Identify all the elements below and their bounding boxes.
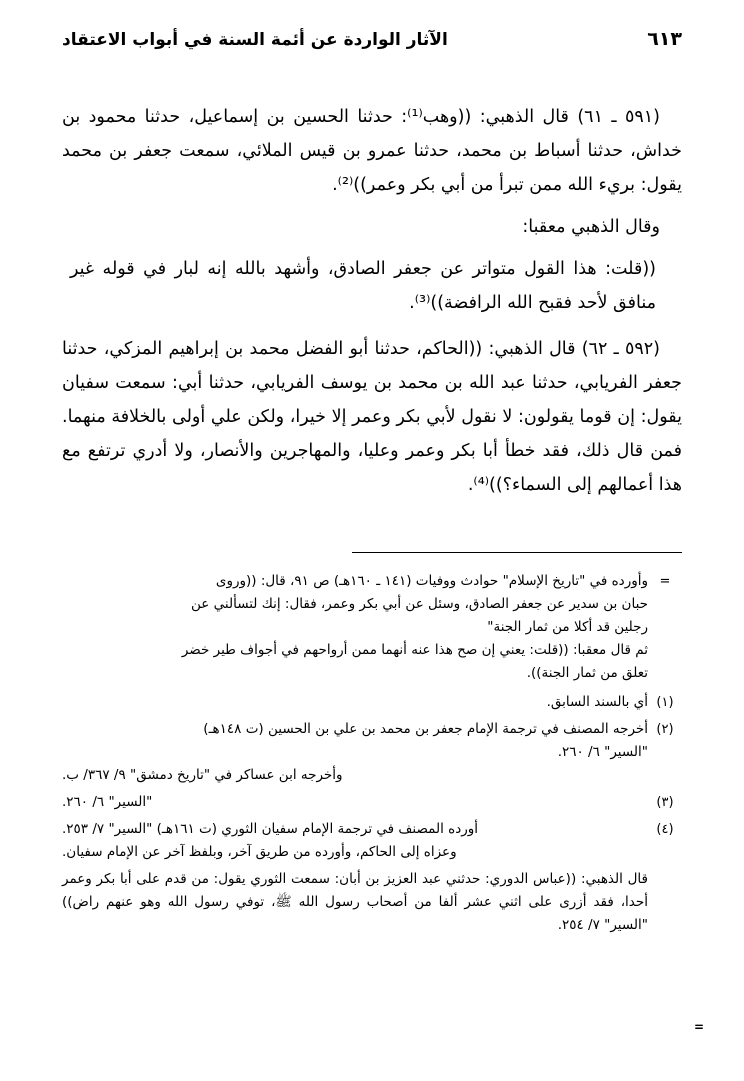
footnote-line: "السير" ٦/ ٢٦٠.	[557, 744, 648, 760]
footnote-item-3	[62, 791, 682, 814]
footnote-line: قال الذهبي: ((عباس الدوري: حدثني عبد العزيز بن أبان: سمعت الثوري يقول: من قدم	[164, 871, 648, 887]
footnote-text	[62, 718, 648, 787]
footnote-marker: (٤)	[656, 822, 674, 837]
page-body	[62, 100, 682, 504]
footnote-continuation	[62, 570, 682, 685]
book-title: الآثار الواردة عن أئمة السنة في أبواب الاعتقاد	[62, 30, 448, 50]
footnote-line: "السير" ٦/ ٢٦٠.	[62, 794, 153, 810]
footnote-marker: =	[659, 574, 671, 589]
footnote-line: تعلق من ثمار الجنة)).	[526, 665, 648, 681]
footnote-trailing-block	[62, 868, 648, 937]
footnote-text	[62, 570, 648, 685]
footnote-text	[62, 818, 648, 864]
footnote-marker: (١)	[656, 695, 674, 710]
footnote-item-1	[62, 691, 682, 714]
footnote-line: وعزاه إلى الحاكم، وأورده من طريق آخر، وبلفظ آخر عن الإمام سفيان.	[62, 844, 457, 860]
paragraph-hadith-591: (٥٩١ ـ ٦١) قال الذهبي: ((وهب⁽¹⁾: حدثنا الحسين بن إسماعيل، حدثنا محمود بن خداش، حدثنا أسباط بن محمد، حدثنا عمرو بن قيس الملائي، سمعت جعفر بن محمد يقول: بريء الله ممن تبرأ من أبي بكر وعمر))⁽²⁾.	[62, 107, 682, 195]
footnote-item-4	[62, 818, 682, 864]
footnote-line: حبان بن سدير عن جعفر الصادق، وسئل عن أبي بكر وعمر، فقال: إنك لتسألني عن	[191, 596, 648, 612]
footnote-line: رجلين قد أكلا من ثمار الجنة"	[487, 619, 648, 635]
bottom-equals-mark: =	[693, 1020, 704, 1034]
footnote-line: رسول الله وهو عنهم راض)) "السير" ٧/ ٢٥٤.	[62, 894, 648, 933]
footnote-line: أي بالسند السابق.	[546, 694, 648, 710]
footnote-marker: (٣)	[656, 795, 674, 810]
footnote-text	[62, 791, 648, 814]
page-number: ٦١٣	[647, 28, 682, 50]
footnote-line: وأخرجه ابن عساكر في "تاريخ دمشق" ٩/ ٣٦٧/ ب.	[62, 767, 343, 783]
footnote-line: أورده المصنف في ترجمة الإمام سفيان الثوري (ت ١٦١هـ) "السير" ٧/ ٢٥٣.	[62, 821, 479, 837]
footnote-separator	[352, 552, 682, 553]
footnote-marker: (٢)	[656, 722, 674, 737]
footnote-text	[62, 691, 648, 714]
footnotes-area	[62, 570, 682, 941]
page-header	[62, 28, 682, 50]
footnote-item-2	[62, 718, 682, 787]
paragraph-hadith-592: (٥٩٢ ـ ٦٢) قال الذهبي: ((الحاكم، حدثنا أبو الفضل محمد بن إبراهيم المزكي، حدثنا جعفر الفريابي، حدثنا عبد الله بن محمد بن يوسف الفريابي، حدثنا أبي: سمعت سفيان يقول: إن قوما يقولون: لا نقول لأبي بكر وعمر إلا خيرا، ولكن علي أولى بالخلافة منهما. فمن قال ذلك، فقد خطأ أبا بكر وعمر وعليا، والمهاجرين والأنصار، ولا أدري ترتفع مع هذا أعمالهم إلى السماء؟))⁽⁴⁾.	[62, 339, 682, 495]
footnote-line: على أبا بكر وعمر أحدا، فقد أزرى على اثني عشر ألفا من أصحاب رسول الله ﷺ، توفي	[62, 871, 648, 910]
footnote-line: ثم قال معقبا: ((قلت: يعني إن صح هذا عنه أنهما ممن أرواحهم في أجواف طير خضر	[181, 642, 648, 658]
footnote-line: وأورده في "تاريخ الإسلام" حوادث ووفيات (١٤١ ـ ١٦٠هـ) ص ٩١، قال: ((وروى	[215, 573, 648, 589]
paragraph-dhahabi-comment: وقال الذهبي معقبا:	[522, 217, 660, 237]
quote-dhahabi-1: ((قلت: هذا القول متواتر عن جعفر الصادق، وأشهد بالله إنه لبار في قوله غير منافق لأحد فقبح الله الرافضة))⁽³⁾.	[70, 259, 656, 313]
footnote-line: أخرجه المصنف في ترجمة الإمام جعفر بن محمد بن علي بن الحسين (ت ١٤٨هـ)	[203, 721, 648, 737]
